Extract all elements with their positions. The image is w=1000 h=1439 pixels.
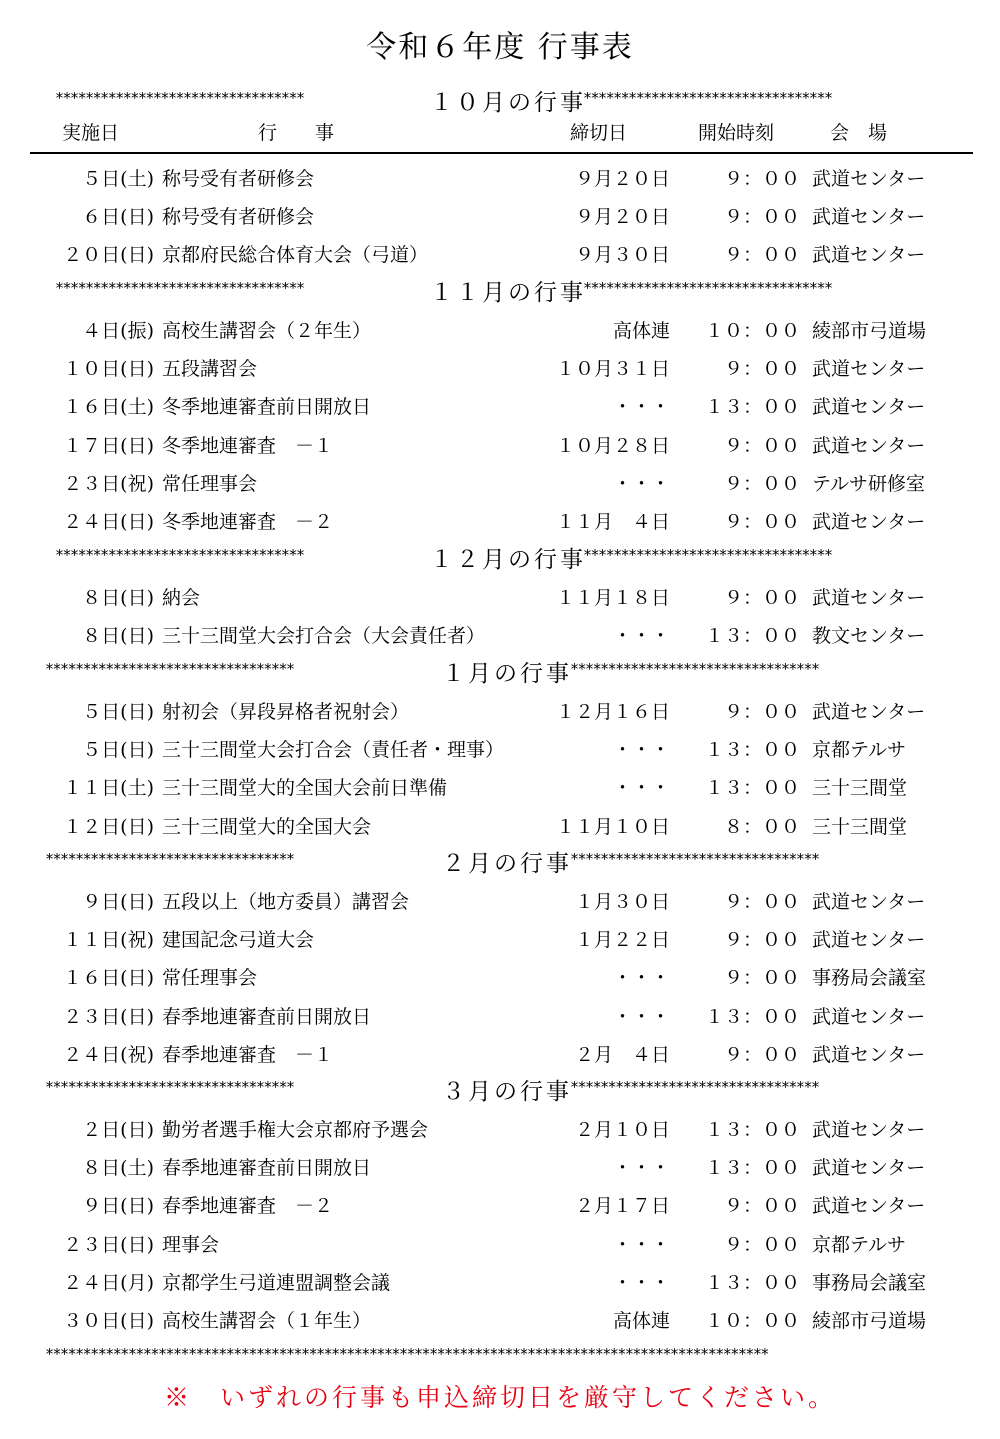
event-deadline: ・・・ — [612, 967, 670, 990]
event-deadline: １２月１６日 — [555, 701, 670, 723]
event-start-time: １３：００ — [704, 1157, 800, 1180]
event-start-time: ９：００ — [723, 358, 800, 381]
event-venue: 武道センター — [812, 1195, 926, 1218]
event-deadline: １月３０日 — [574, 891, 670, 913]
separator-stars-right: ********************************* — [570, 850, 819, 868]
event-name: 高校生講習会（２年生） — [162, 320, 372, 342]
event-deadline: ２月１０日 — [574, 1119, 670, 1141]
event-date: １１日(土) — [63, 777, 154, 800]
deadline-notice: ※ いずれの行事も申込締切日を厳守してください。 — [163, 1383, 836, 1412]
month-separator — [0, 651, 1000, 689]
event-name: 常任理事会 — [162, 472, 258, 495]
month-separator — [0, 80, 1000, 118]
event-date: １２日(日) — [63, 815, 154, 838]
table-row — [0, 955, 1000, 993]
event-start-time: １３：００ — [704, 396, 800, 419]
event-name: 納会 — [162, 587, 201, 609]
event-name: 三十三間堂大的全国大会 — [162, 815, 372, 838]
event-venue: 武道センター — [812, 511, 926, 533]
event-venue: テルサ研修室 — [812, 472, 926, 495]
event-date: ２日(日) — [82, 1119, 154, 1141]
month-label: ２月の行事 — [442, 851, 572, 877]
table-row — [0, 1260, 1000, 1298]
header-date: 実施日 — [62, 122, 120, 144]
event-venue: 武道センター — [812, 587, 926, 609]
table-header — [0, 118, 1000, 152]
event-start-time: ９：００ — [723, 1233, 800, 1256]
event-venue: 武道センター — [812, 1157, 926, 1180]
event-date: ２４日(祝) — [63, 1043, 154, 1066]
event-deadline: １１月 ４日 — [555, 511, 670, 533]
event-deadline: １０月２８日 — [555, 434, 670, 457]
separator-stars-right: ********************************* — [583, 89, 832, 107]
event-date: ３０日(日) — [63, 1310, 154, 1332]
event-date: ２３日(祝) — [63, 472, 154, 495]
event-venue: 武道センター — [812, 1043, 926, 1066]
event-venue: 三十三間堂 — [812, 815, 908, 838]
event-start-time: ８：００ — [723, 815, 800, 838]
event-date: ２４日(日) — [63, 511, 154, 533]
month-label: ３月の行事 — [442, 1079, 572, 1105]
event-venue: 京都テルサ — [812, 739, 907, 762]
separator-stars-left: ********************************* — [45, 660, 294, 678]
table-row — [0, 308, 1000, 346]
event-venue: 三十三間堂 — [812, 777, 908, 800]
table-row — [0, 156, 1000, 194]
event-start-time: １３：００ — [704, 777, 800, 800]
event-date: ８日(日) — [82, 625, 154, 648]
event-deadline: 高体連 — [612, 1310, 670, 1332]
event-venue: 武道センター — [812, 929, 926, 952]
header-event: 行 事 — [258, 122, 335, 144]
event-venue: 武道センター — [812, 1119, 926, 1141]
page-title: 令和６年度 行事表 — [366, 30, 634, 65]
event-start-time: ９：００ — [723, 1195, 800, 1218]
event-start-time: ９：００ — [723, 434, 800, 457]
event-deadline: ・・・ — [612, 739, 670, 762]
event-start-time: ９：００ — [723, 168, 800, 190]
event-deadline: ・・・ — [612, 1271, 670, 1294]
table-row — [0, 689, 1000, 727]
event-date: １６日(日) — [63, 967, 154, 990]
header-venue: 会 場 — [830, 122, 888, 144]
event-name: 春季地連審査前日開放日 — [162, 1005, 372, 1028]
month-separator — [0, 841, 1000, 879]
table-row — [0, 727, 1000, 765]
event-venue: 綾部市弓道場 — [812, 320, 927, 342]
event-start-time: ９：００ — [723, 1043, 800, 1066]
table-row — [0, 232, 1000, 270]
event-name: 常任理事会 — [162, 967, 258, 990]
event-venue: 武道センター — [812, 891, 926, 913]
table-row — [0, 346, 1000, 384]
separator-stars-right: ********************************* — [583, 279, 832, 297]
event-venue: 武道センター — [812, 168, 926, 190]
event-deadline: ・・・ — [612, 1005, 670, 1028]
event-name: 三十三間堂大的全国大会前日準備 — [162, 777, 448, 800]
event-name: 冬季地連審査 －２ — [162, 511, 334, 533]
event-date: １１日(祝) — [63, 929, 154, 952]
table-row — [0, 499, 1000, 537]
table-row — [0, 765, 1000, 803]
event-name: 高校生講習会（１年生） — [162, 1310, 372, 1332]
table-row — [0, 1032, 1000, 1070]
event-name: 理事会 — [162, 1233, 220, 1256]
table-row — [0, 1183, 1000, 1221]
event-venue: 武道センター — [812, 701, 926, 723]
event-date: ５日(日) — [82, 701, 154, 723]
event-name: 春季地連審査前日開放日 — [162, 1157, 372, 1180]
table-row — [0, 1222, 1000, 1260]
table-row — [0, 461, 1000, 499]
event-start-time: １０：００ — [704, 1310, 800, 1332]
event-deadline: １月２２日 — [574, 929, 670, 952]
table-row — [0, 1145, 1000, 1183]
separator-stars-left: ********************************* — [45, 1078, 294, 1096]
event-start-time: ９：００ — [723, 206, 800, 229]
event-start-time: ９：００ — [723, 929, 800, 952]
event-name: 建国記念弓道大会 — [162, 929, 315, 952]
table-row — [0, 575, 1000, 613]
event-date: ９日(日) — [82, 891, 154, 913]
event-start-time: ９：００ — [723, 587, 800, 609]
separator-stars-left: ********************************* — [55, 279, 304, 297]
month-label: １０月の行事 — [430, 90, 586, 116]
event-start-time: ９：００ — [723, 511, 800, 533]
event-start-time: ９：００ — [723, 891, 800, 913]
table-row — [0, 1107, 1000, 1145]
separator-stars-right: ********************************* — [570, 660, 819, 678]
event-date: ５日(土) — [82, 168, 154, 190]
separator-stars-right: ********************************* — [570, 1078, 819, 1096]
event-date: ２０日(日) — [63, 244, 154, 267]
event-name: 五段講習会 — [162, 358, 258, 381]
table-row — [0, 423, 1000, 461]
event-name: 京都学生弓道連盟調整会議 — [162, 1271, 391, 1294]
event-name: 冬季地連審査 －１ — [162, 434, 334, 457]
event-deadline: ・・・ — [612, 1233, 670, 1256]
event-name: 五段以上（地方委員）講習会 — [162, 891, 410, 913]
event-start-time: １３：００ — [704, 739, 800, 762]
table-row — [0, 1298, 1000, 1336]
table-row — [0, 384, 1000, 422]
table-row — [0, 613, 1000, 651]
separator-stars-left: ********************************* — [55, 89, 304, 107]
event-deadline: ・・・ — [612, 396, 670, 419]
event-deadline: 高体連 — [612, 320, 670, 342]
event-deadline: １０月３１日 — [555, 358, 670, 381]
event-date: ６日(日) — [82, 206, 154, 229]
event-name: 勤労者選手権大会京都府予選会 — [162, 1119, 429, 1141]
event-name: 称号受有者研修会 — [162, 168, 315, 190]
event-start-time: ９：００ — [723, 244, 800, 267]
event-start-time: １０：００ — [704, 320, 800, 342]
header-deadline: 締切日 — [570, 122, 628, 144]
event-date: １７日(日) — [63, 434, 154, 457]
event-deadline: ２月１７日 — [574, 1195, 670, 1218]
event-start-time: ９：００ — [723, 701, 800, 723]
event-name: 射初会（昇段昇格者祝射会） — [162, 701, 410, 723]
event-deadline: ・・・ — [612, 1157, 670, 1180]
event-venue: 教文センター — [812, 625, 926, 648]
event-deadline: ２月 ４日 — [574, 1043, 670, 1066]
event-deadline: １１月１０日 — [555, 815, 670, 838]
event-name: 冬季地連審査前日開放日 — [162, 396, 372, 419]
event-date: １０日(日) — [63, 358, 154, 381]
table-row — [0, 879, 1000, 917]
event-date: ４日(振) — [82, 320, 154, 342]
event-start-time: ９：００ — [723, 472, 800, 495]
event-deadline: ９月３０日 — [574, 244, 670, 267]
event-name: 春季地連審査 －１ — [162, 1043, 334, 1066]
event-name: 称号受有者研修会 — [162, 206, 315, 229]
event-start-time: １３：００ — [704, 625, 800, 648]
footer-separator: ************************************************************************************************ — [45, 1345, 768, 1363]
event-deadline: ・・・ — [612, 625, 670, 648]
separator-stars-left: ********************************* — [55, 546, 304, 564]
event-name: 三十三間堂大会打合会（大会責任者） — [162, 625, 486, 648]
event-start-time: ９：００ — [723, 967, 800, 990]
table-row — [0, 994, 1000, 1032]
event-date: ８日(日) — [82, 587, 154, 609]
event-date: ２３日(日) — [63, 1005, 154, 1028]
event-start-time: １３：００ — [704, 1271, 800, 1294]
event-date: ８日(土) — [82, 1157, 154, 1180]
event-deadline: ・・・ — [612, 777, 670, 800]
event-venue: 武道センター — [812, 206, 926, 229]
event-deadline: ９月２０日 — [574, 206, 670, 229]
month-separator — [0, 537, 1000, 575]
header-rule — [30, 152, 973, 154]
event-deadline: ９月２０日 — [574, 168, 670, 190]
event-date: ９日(日) — [82, 1195, 154, 1218]
event-venue: 武道センター — [812, 244, 926, 267]
event-venue: 武道センター — [812, 1005, 926, 1028]
event-venue: 武道センター — [812, 358, 926, 381]
table-row — [0, 194, 1000, 232]
month-separator — [0, 270, 1000, 308]
event-name: 三十三間堂大会打合会（責任者・理事） — [162, 739, 505, 762]
month-label: １１月の行事 — [430, 280, 586, 306]
event-deadline: １１月１８日 — [555, 587, 670, 609]
event-date: ２３日(日) — [63, 1233, 154, 1256]
event-date: ２４日(月) — [63, 1271, 154, 1294]
month-label: １月の行事 — [442, 661, 572, 687]
event-start-time: １３：００ — [704, 1005, 800, 1028]
event-date: １６日(土) — [63, 396, 154, 419]
event-venue: 京都テルサ — [812, 1233, 907, 1256]
event-venue: 武道センター — [812, 396, 926, 419]
event-start-time: １３：００ — [704, 1119, 800, 1141]
event-name: 春季地連審査 －２ — [162, 1195, 334, 1218]
separator-stars-right: ********************************* — [583, 546, 832, 564]
event-venue: 事務局会議室 — [812, 967, 927, 990]
month-label: １２月の行事 — [430, 547, 586, 573]
month-separator — [0, 1069, 1000, 1107]
event-venue: 事務局会議室 — [812, 1271, 927, 1294]
table-row — [0, 804, 1000, 842]
table-row — [0, 917, 1000, 955]
event-date: ５日(日) — [82, 739, 154, 762]
event-name: 京都府民総合体育大会（弓道） — [162, 244, 429, 267]
event-deadline: ・・・ — [612, 472, 670, 495]
header-time: 開始時刻 — [698, 122, 775, 144]
separator-stars-left: ********************************* — [45, 850, 294, 868]
event-venue: 武道センター — [812, 434, 926, 457]
event-venue: 綾部市弓道場 — [812, 1310, 927, 1332]
